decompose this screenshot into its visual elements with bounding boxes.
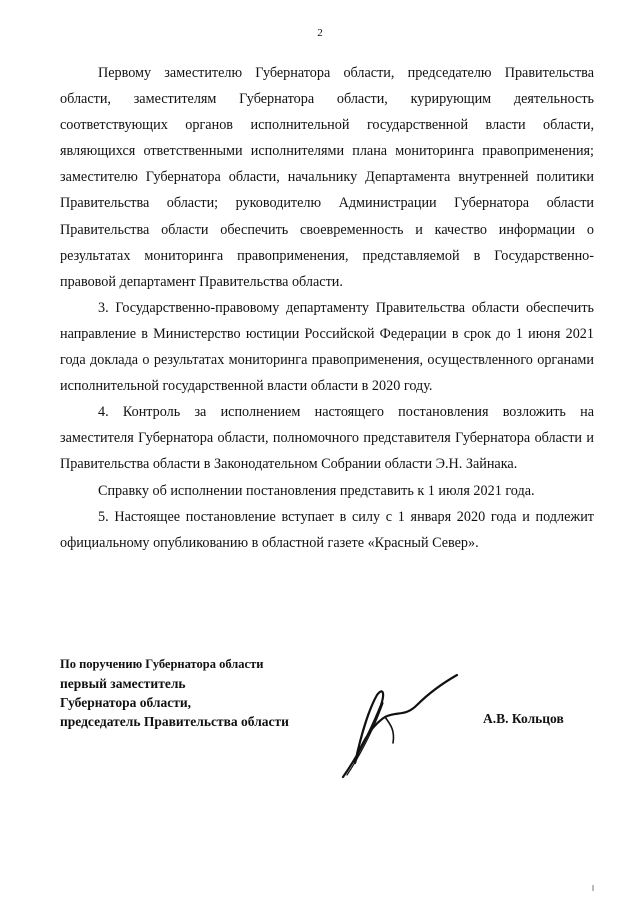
signature-authority-line: По поручению Губернатора области	[60, 657, 264, 671]
signatory-name: А.В. Кольцов	[483, 711, 564, 726]
scan-mark	[592, 885, 594, 891]
handwritten-signature	[325, 665, 475, 785]
signature-block	[60, 655, 289, 731]
paragraph-item-4: 4. Контроль за исполнением настоящего постановления возложить на заместителя Губернатора области, полномочного представителя Губернатора области и Правительства области в Законодательном Собрании области Э.Н. Зайнака.	[60, 404, 594, 473]
document-body	[60, 60, 594, 556]
paragraph-item-3: 3. Государственно-правовому департаменту Правительства области обеспечить направление в Министерство юстиции Российской Федерации в срок до 1 июня 2021 года доклада о результатах мониторинга правоприменения, осуществленного органами исполнительной государственной власти области в 2020 году.	[60, 299, 594, 395]
page-number: 2	[317, 27, 323, 39]
signature-position-line-3: председатель Правительства области	[60, 714, 289, 729]
paragraph-report-deadline: Справку об исполнении постановления представить к 1 июля 2021 года.	[98, 482, 535, 499]
signature-position-line-1: первый заместитель	[60, 676, 186, 691]
paragraph-item-5: 5. Настоящее постановление вступает в силу с 1 января 2020 года и подлежит официальному опубликованию в областной газете «Красный Север».	[60, 508, 594, 551]
signature-position-line-2: Губернатора области,	[60, 695, 191, 710]
paragraph-instructions: Первому заместителю Губернатора области, председателю Правительства области, заместителям Губернатора области, курирующим деятельность соответствующих органов исполнительной государственной власти области, являющихся ответственными исполнителями плана мониторинга правоприменения; заместителю Губернатора области, начальнику Департамента внутренней политики Правительства области; руководителю Администрации Губернатора области Правительства области обеспечить своевременность и качество информации о результатах мониторинга правоприменения, представляемой в Государственно-правовой департамент Правительства области.	[60, 65, 594, 290]
